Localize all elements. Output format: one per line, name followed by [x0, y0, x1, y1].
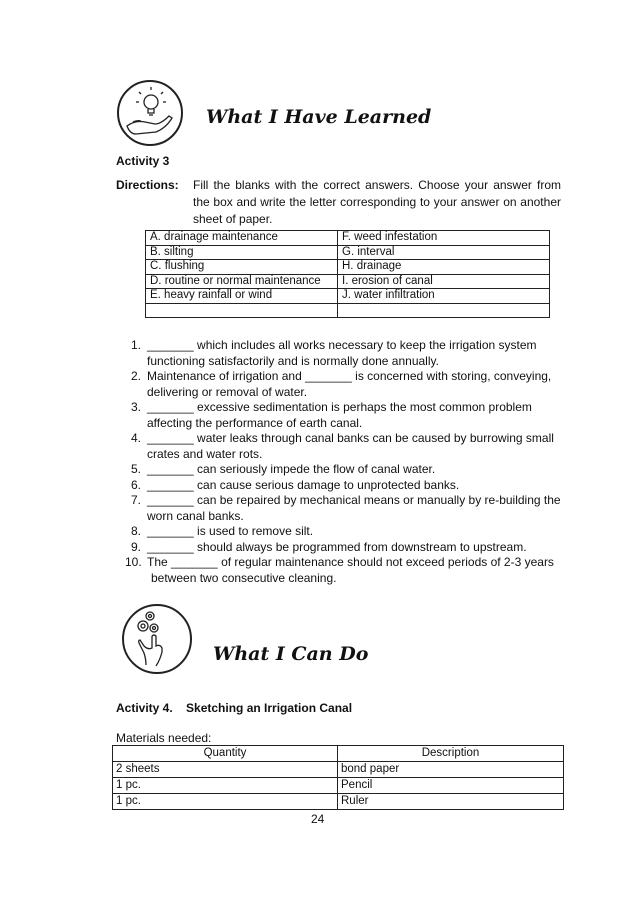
- choice-left: A. drainage maintenance: [146, 231, 338, 246]
- question-number: 9.: [131, 539, 142, 554]
- hand-gears-icon: [122, 604, 192, 674]
- materials-header-cell: Quantity: [113, 746, 338, 762]
- directions-text: Fill the blanks with the correct answers. Choose your answer from the box and write the letter corresponding to your answer on another sheet of paper.: [193, 178, 561, 226]
- lightbulb-hand-icon: [117, 80, 183, 146]
- question-text-line2: crates and water rots.: [147, 446, 263, 461]
- choice-row: [146, 289, 550, 304]
- question-number: 3.: [131, 400, 142, 414]
- materials-description: Pencil: [338, 778, 564, 794]
- choice-left: B. silting: [146, 245, 338, 260]
- question-text-line1: _______ which includes all works necessary to keep the irrigation system: [147, 338, 537, 352]
- question-item: [131, 493, 571, 524]
- question-item: [131, 400, 571, 431]
- question-text-line2: worn canal banks.: [147, 508, 244, 523]
- materials-row: [113, 762, 564, 778]
- choice-right: J. water infiltration: [338, 289, 550, 304]
- question-item: [125, 555, 571, 586]
- question-text-line1: _______ excessive sedimentation is perhaps the most common problem: [147, 400, 532, 414]
- materials-row: [113, 794, 564, 810]
- materials-quantity: 1 pc.: [113, 794, 338, 810]
- page-number: 24: [311, 812, 325, 826]
- question-item: [131, 369, 571, 400]
- activity-3-title: Activity 3: [116, 154, 170, 168]
- materials-table: [112, 745, 564, 810]
- choice-right: I. erosion of canal: [338, 274, 550, 289]
- question-number: 4.: [131, 431, 142, 445]
- choice-row: [146, 274, 550, 289]
- question-text-line2: affecting the performance of earth canal.: [147, 415, 363, 430]
- answer-choices-table: [145, 230, 550, 318]
- question-text-line1: _______ can seriously impede the flow of canal water.: [147, 462, 436, 476]
- materials-quantity: 1 pc.: [113, 778, 338, 794]
- question-text-line2: delivering or removal of water.: [147, 384, 308, 399]
- question-text-line1: _______ can be repaired by mechanical means or manually by re-building the: [147, 493, 561, 507]
- question-text-line2: between two consecutive cleaning.: [151, 570, 337, 585]
- choice-right: G. interval: [338, 245, 550, 260]
- section-title-learned: What I Have Learned: [206, 106, 432, 128]
- question-item: [131, 431, 571, 462]
- question-item: [131, 338, 571, 369]
- question-number: 6.: [131, 477, 142, 492]
- directions-label: Directions:: [116, 178, 179, 192]
- question-number: 10.: [125, 555, 142, 569]
- choice-row: [146, 245, 550, 260]
- question-number: 5.: [131, 462, 142, 476]
- question-item: [131, 524, 571, 540]
- question-item: [131, 478, 571, 494]
- choice-left: C. flushing: [146, 260, 338, 275]
- choice-right: [338, 303, 550, 318]
- section-title-can-do: What I Can Do: [213, 643, 369, 665]
- question-number: 1.: [131, 338, 142, 352]
- question-number: 8.: [131, 524, 142, 538]
- question-text-line1: _______ is used to remove silt.: [147, 524, 314, 538]
- question-text-line1: _______ should always be programmed from downstream to upstream.: [147, 539, 527, 554]
- materials-description: Ruler: [338, 794, 564, 810]
- choice-row: [146, 260, 550, 275]
- materials-description: bond paper: [338, 762, 564, 778]
- materials-header-row: [113, 746, 564, 762]
- choice-left: [146, 303, 338, 318]
- choice-right: F. weed infestation: [338, 231, 550, 246]
- materials-row: [113, 778, 564, 794]
- question-text-line1: _______ water leaks through canal banks can be caused by burrowing small: [147, 431, 554, 445]
- fill-in-items-list: [125, 338, 571, 586]
- materials-label: Materials needed:: [116, 731, 212, 745]
- question-text-line1: _______ can cause serious damage to unprotected banks.: [147, 477, 460, 492]
- choice-right: H. drainage: [338, 260, 550, 275]
- question-number: 7.: [131, 493, 142, 507]
- choice-row: [146, 303, 550, 318]
- question-number: 2.: [131, 369, 142, 383]
- question-item: [131, 462, 571, 478]
- choice-left: D. routine or normal maintenance: [146, 274, 338, 289]
- activity-4-title: Activity 4. Sketching an Irrigation Canal: [116, 701, 353, 715]
- question-text-line2: functioning satisfactorily and is normally done annually.: [147, 353, 439, 368]
- choice-left: E. heavy rainfall or wind: [146, 289, 338, 304]
- choice-row: [146, 231, 550, 246]
- materials-header-cell: Description: [338, 746, 564, 762]
- question-text-line1: Maintenance of irrigation and _______ is concerned with storing, conveying,: [147, 369, 552, 383]
- question-text-line1: The _______ of regular maintenance should not exceed periods of 2-3 years: [147, 555, 554, 569]
- question-item: [131, 540, 571, 556]
- materials-quantity: 2 sheets: [113, 762, 338, 778]
